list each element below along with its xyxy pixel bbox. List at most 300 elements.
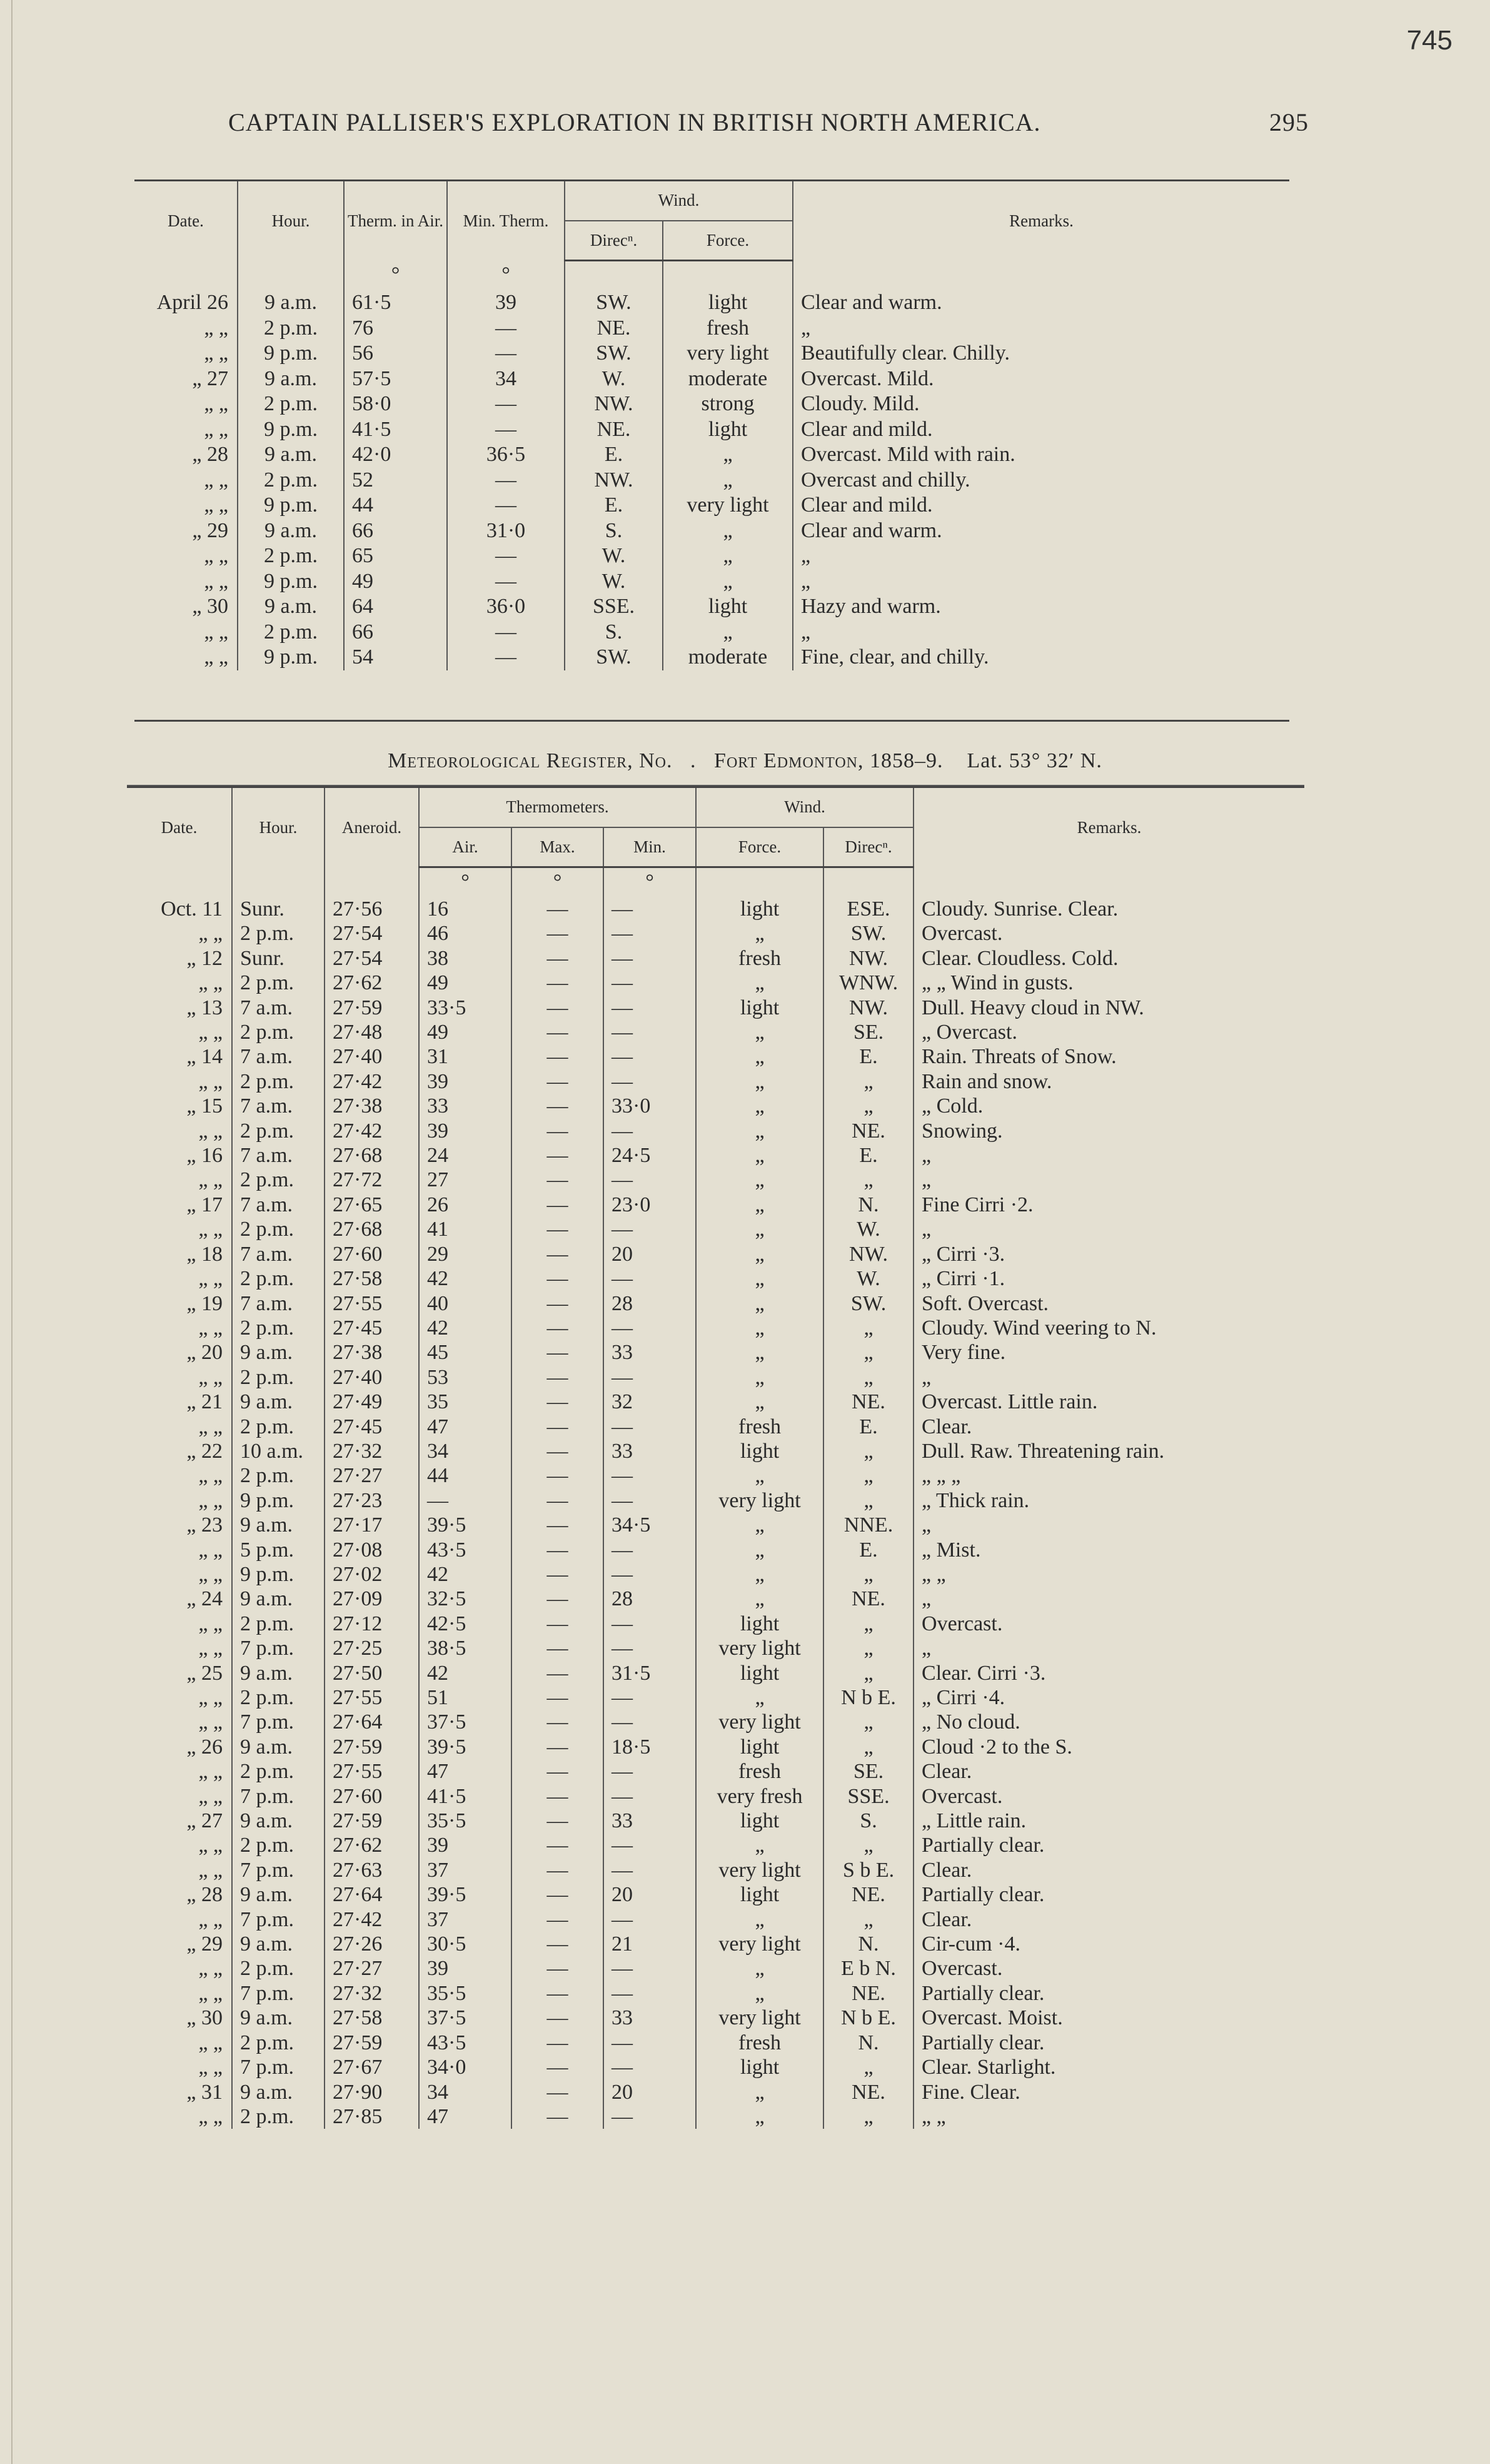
cell-max: — <box>511 996 603 1020</box>
header-remarks: Remarks. <box>914 787 1304 867</box>
cell-wind-direction: NE. <box>565 316 663 341</box>
cell-date: „ „ <box>134 316 238 341</box>
cell-hour: 9 a.m. <box>232 1513 325 1537</box>
table-row <box>127 1094 1304 1118</box>
cell-remarks: Overcast. Little rain. <box>922 1390 1098 1414</box>
cell-wind-direction: E. <box>823 1538 914 1562</box>
cell-wind-force: „ <box>696 1513 823 1537</box>
cell-wind-force: „ <box>696 971 823 995</box>
cell-air: 35·5 <box>419 1981 511 2006</box>
cell-wind-force: fresh <box>696 2031 823 2055</box>
cell-remarks: Overcast. <box>922 922 1003 946</box>
cell-max: — <box>511 921 603 946</box>
cell-wind-force: „ <box>663 620 793 645</box>
cell-aneroid: 27·64 <box>325 1710 419 1734</box>
cell-air: 43·5 <box>419 1538 511 1562</box>
cell-max: — <box>511 897 603 921</box>
table-row <box>134 366 1289 392</box>
cell-wind-direction: „ <box>823 1316 914 1340</box>
cell-wind-force: „ <box>696 1291 823 1316</box>
cell-date: „ „ <box>127 1316 232 1340</box>
cell-date: „ „ <box>127 1365 232 1390</box>
cell-remarks: Snowing. <box>922 1119 1003 1143</box>
cell-air: 37·5 <box>419 2006 511 2030</box>
cell-wind-direction: „ <box>823 1833 914 1857</box>
cell-max: — <box>511 1119 603 1143</box>
cell-max: — <box>511 1538 603 1562</box>
cell-wind-force: „ <box>696 1094 823 1118</box>
cell-wind-force: „ <box>696 1390 823 1414</box>
cell-remarks: „ <box>922 1168 932 1192</box>
cell-air: 53 <box>419 1365 511 1390</box>
cell-remarks: Clear. Starlight. <box>922 2056 1056 2079</box>
table-row <box>127 2055 1304 2079</box>
table-row <box>127 1661 1304 1685</box>
cell-min: — <box>603 996 696 1020</box>
table-row <box>127 1784 1304 1809</box>
cell-max: — <box>511 2006 603 2030</box>
cell-max: — <box>511 1759 603 1784</box>
cell-wind-force: light <box>663 290 793 316</box>
cell-wind-force: very light <box>696 1636 823 1660</box>
table-row <box>127 1612 1304 1636</box>
cell-min: — <box>603 946 696 971</box>
cell-min: — <box>603 1119 696 1143</box>
cell-date: „ „ <box>134 620 238 645</box>
cell-max: — <box>511 1488 603 1513</box>
cell-aneroid: 27·40 <box>325 1044 419 1069</box>
weather-table-october <box>127 786 1304 2129</box>
cell-wind-direction: „ <box>823 1439 914 1463</box>
header-wind: Wind. <box>565 181 793 221</box>
cell-wind-force: light <box>663 594 793 620</box>
cell-min: 24·5 <box>603 1143 696 1168</box>
cell-air: 33·5 <box>419 996 511 1020</box>
cell-date: „ 26 <box>127 1735 232 1759</box>
cell-aneroid: 27·60 <box>325 1784 419 1809</box>
cell-wind-force: very light <box>696 1932 823 1956</box>
degree-mark: ° <box>419 867 511 897</box>
degree-mark: ° <box>603 867 696 897</box>
cell-wind-direction: N b E. <box>823 1685 914 1710</box>
cell-air: 51 <box>419 1685 511 1710</box>
cell-hour: 2 p.m. <box>232 2104 325 2129</box>
cell-aneroid: 27·45 <box>325 1316 419 1340</box>
cell-air: 49 <box>419 971 511 995</box>
cell-aneroid: 27·45 <box>325 1415 419 1439</box>
header-wind: Wind. <box>696 787 914 827</box>
cell-hour: 2 p.m. <box>232 1069 325 1094</box>
cell-air: 47 <box>419 2104 511 2129</box>
cell-remarks: Clear. <box>922 1415 972 1438</box>
cell-therm-air: 49 <box>344 569 447 595</box>
cell-max: — <box>511 1193 603 1217</box>
cell-min: — <box>603 1981 696 2006</box>
cell-hour: 7 a.m. <box>232 996 325 1020</box>
cell-remarks: Fine Cirri ·2. <box>922 1193 1034 1216</box>
cell-date: „ „ <box>134 493 238 518</box>
cell-wind-force: „ <box>696 1562 823 1587</box>
cell-wind-direction: E b N. <box>823 1956 914 1981</box>
cell-wind-direction: W. <box>823 1266 914 1291</box>
cell-min: 23·0 <box>603 1193 696 1217</box>
cell-date: „ 29 <box>127 1932 232 1956</box>
cell-wind-force: „ <box>696 1119 823 1143</box>
cell-hour: 9 a.m. <box>232 1340 325 1365</box>
table-row <box>127 1340 1304 1365</box>
degree-row <box>134 261 1289 291</box>
cell-wind-direction: NE. <box>823 1119 914 1143</box>
table-row <box>127 1488 1304 1513</box>
cell-max: — <box>511 1439 603 1463</box>
cell-hour: 2 p.m. <box>232 1759 325 1784</box>
cell-hour: 2 p.m. <box>232 1217 325 1241</box>
cell-hour: 9 p.m. <box>238 569 344 595</box>
cell-remarks: Fine, clear, and chilly. <box>801 645 989 669</box>
cell-max: — <box>511 1044 603 1069</box>
table-row <box>127 1932 1304 1956</box>
cell-date: „ „ <box>127 1907 232 1932</box>
cell-wind-force: light <box>696 897 823 921</box>
cell-date: „ 24 <box>127 1587 232 1611</box>
cell-min: — <box>603 1316 696 1340</box>
cell-hour: 2 p.m. <box>232 971 325 995</box>
cell-remarks: Fine. Clear. <box>922 2080 1020 2104</box>
cell-min: — <box>603 1415 696 1439</box>
cell-air: 16 <box>419 897 511 921</box>
table-row <box>134 417 1289 443</box>
cell-min: — <box>603 1956 696 1981</box>
cell-hour: 2 p.m. <box>238 543 344 569</box>
header-date: Date. <box>134 181 238 261</box>
cell-wind-force: „ <box>696 1266 823 1291</box>
table-row <box>134 468 1289 493</box>
cell-max: — <box>511 1562 603 1587</box>
cell-wind-direction: SW. <box>823 1291 914 1316</box>
cell-date: „ „ <box>127 1685 232 1710</box>
table-row <box>134 543 1289 569</box>
cell-hour: 7 a.m. <box>232 1291 325 1316</box>
scan-page-number: 745 <box>1406 25 1452 56</box>
cell-max: — <box>511 1735 603 1759</box>
cell-min: — <box>603 1217 696 1241</box>
cell-hour: 7 p.m. <box>232 1981 325 2006</box>
cell-wind-direction: SE. <box>823 1020 914 1044</box>
cell-aneroid: 27·27 <box>325 1956 419 1981</box>
table-row <box>127 2006 1304 2030</box>
cell-max: — <box>511 1907 603 1932</box>
cell-aneroid: 27·65 <box>325 1193 419 1217</box>
cell-air: 42 <box>419 1562 511 1587</box>
cell-wind-direction: NNE. <box>823 1513 914 1537</box>
cell-hour: 2 p.m. <box>232 1365 325 1390</box>
table-row <box>127 2031 1304 2055</box>
cell-max: — <box>511 1784 603 1809</box>
cell-wind-force: „ <box>696 1217 823 1241</box>
cell-hour: 9 p.m. <box>238 417 344 443</box>
cell-date: „ „ <box>127 1636 232 1660</box>
cell-min-therm: — <box>447 341 565 366</box>
cell-wind-force: „ <box>696 1956 823 1981</box>
cell-max: — <box>511 1710 603 1734</box>
cell-hour: 2 p.m. <box>232 1956 325 1981</box>
cell-remarks: „ <box>922 1144 932 1168</box>
cell-min-therm: 36·5 <box>447 442 565 468</box>
cell-hour: 7 a.m. <box>232 1044 325 1069</box>
cell-remarks: Clear and warm. <box>801 518 942 542</box>
cell-remarks: Partially clear. <box>922 1981 1045 2005</box>
cell-max: — <box>511 1636 603 1660</box>
cell-wind-direction: „ <box>823 2104 914 2129</box>
cell-hour: 9 a.m. <box>238 518 344 544</box>
cell-min: 20 <box>603 2080 696 2104</box>
cell-wind-direction: N. <box>823 2031 914 2055</box>
cell-hour: 7 p.m. <box>232 1636 325 1660</box>
cell-min: 31·5 <box>603 1661 696 1685</box>
cell-min-therm: — <box>447 569 565 595</box>
cell-air: 30·5 <box>419 1932 511 1956</box>
cell-air: 38·5 <box>419 1636 511 1660</box>
cell-therm-air: 76 <box>344 316 447 341</box>
cell-remarks: Clear and mild. <box>801 493 933 517</box>
cell-remarks: „ „ „ <box>922 1464 961 1488</box>
table-row <box>127 1069 1304 1094</box>
cell-remarks: Rain. Threats of Snow. <box>922 1045 1117 1069</box>
cell-air: 31 <box>419 1044 511 1069</box>
cell-max: — <box>511 1858 603 1882</box>
cell-wind-direction: W. <box>565 543 663 569</box>
cell-min: 28 <box>603 1291 696 1316</box>
cell-air: 42·5 <box>419 1612 511 1636</box>
weather-table-april-body <box>134 261 1289 670</box>
cell-max: — <box>511 1316 603 1340</box>
cell-hour: 2 p.m. <box>232 1612 325 1636</box>
cell-wind-direction: SW. <box>823 921 914 946</box>
cell-wind-direction: S. <box>565 518 663 544</box>
cell-aneroid: 27·67 <box>325 2055 419 2079</box>
cell-air: 37·5 <box>419 1710 511 1734</box>
cell-aneroid: 27·56 <box>325 897 419 921</box>
cell-hour: 9 p.m. <box>232 1562 325 1587</box>
cell-wind-direction: SSE. <box>823 1784 914 1809</box>
cell-aneroid: 27·38 <box>325 1094 419 1118</box>
cell-aneroid: 27·08 <box>325 1538 419 1562</box>
table-row <box>127 921 1304 946</box>
cell-wind-force: „ <box>696 1242 823 1266</box>
cell-air: 42 <box>419 1661 511 1685</box>
cell-max: — <box>511 1463 603 1488</box>
cell-air: 45 <box>419 1340 511 1365</box>
cell-wind-force: „ <box>663 543 793 569</box>
cell-hour: 7 a.m. <box>232 1193 325 1217</box>
cell-wind-direction: „ <box>823 1094 914 1118</box>
cell-wind-direction: NE. <box>823 2080 914 2104</box>
cell-air: 29 <box>419 1242 511 1266</box>
header-direction: Direcⁿ. <box>823 827 914 867</box>
cell-remarks: „ <box>801 316 811 340</box>
cell-aneroid: 27·55 <box>325 1291 419 1316</box>
header-force: Force. <box>696 827 823 867</box>
cell-remarks: Overcast. Moist. <box>922 2006 1063 2030</box>
cell-date: „ 28 <box>134 442 238 468</box>
cell-date: „ 27 <box>134 366 238 392</box>
cell-max: — <box>511 1266 603 1291</box>
cell-min: 33 <box>603 1340 696 1365</box>
cell-air: — <box>419 1488 511 1513</box>
cell-wind-force: „ <box>696 2104 823 2129</box>
cell-wind-force: light <box>696 1661 823 1685</box>
table-row <box>127 1439 1304 1463</box>
cell-aneroid: 27·26 <box>325 1932 419 1956</box>
cell-wind-force: light <box>696 1809 823 1833</box>
cell-remarks: Partially clear. <box>922 2031 1045 2054</box>
table-bottom-rule <box>134 720 1289 722</box>
header-aneroid: Aneroid. <box>325 787 419 867</box>
cell-therm-air: 58·0 <box>344 391 447 417</box>
running-title: CAPTAIN PALLISER'S EXPLORATION IN BRITISH NORTH AMERICA. <box>228 108 1041 136</box>
cell-wind-force: „ <box>696 1020 823 1044</box>
cell-wind-direction: NE. <box>565 417 663 443</box>
table-row <box>127 2080 1304 2104</box>
cell-min: — <box>603 1612 696 1636</box>
cell-wind-force: light <box>696 1439 823 1463</box>
cell-hour: 2 p.m. <box>232 1266 325 1291</box>
cell-date: „ 21 <box>127 1390 232 1414</box>
cell-wind-direction: N. <box>823 1193 914 1217</box>
cell-date: „ 16 <box>127 1143 232 1168</box>
table-row <box>127 1562 1304 1587</box>
cell-max: — <box>511 1242 603 1266</box>
cell-aneroid: 27·64 <box>325 1882 419 1907</box>
cell-remarks: „ Cold. <box>922 1094 984 1118</box>
cell-min: — <box>603 2055 696 2079</box>
table-row <box>127 1168 1304 1192</box>
table-row <box>127 1415 1304 1439</box>
cell-wind-direction: E. <box>823 1044 914 1069</box>
cell-aneroid: 27·55 <box>325 1759 419 1784</box>
cell-min-therm: 34 <box>447 366 565 392</box>
cell-wind-direction: NE. <box>823 1587 914 1611</box>
cell-wind-direction: „ <box>823 1710 914 1734</box>
cell-min: — <box>603 1636 696 1660</box>
cell-air: 37 <box>419 1907 511 1932</box>
cell-aneroid: 27·59 <box>325 1735 419 1759</box>
table-row <box>127 1044 1304 1069</box>
cell-hour: 9 a.m. <box>232 1882 325 1907</box>
cell-max: — <box>511 1833 603 1857</box>
cell-max: — <box>511 2031 603 2055</box>
cell-wind-force: fresh <box>696 946 823 971</box>
table-row <box>134 391 1289 417</box>
cell-wind-direction: NW. <box>565 391 663 417</box>
header-thermometers: Thermometers. <box>419 787 696 827</box>
cell-min-therm: — <box>447 645 565 670</box>
cell-min-therm: — <box>447 493 565 518</box>
cell-aneroid: 27·42 <box>325 1907 419 1932</box>
cell-air: 33 <box>419 1094 511 1118</box>
cell-aneroid: 27·54 <box>325 946 419 971</box>
degree-row <box>127 867 1304 897</box>
cell-date: „ 31 <box>127 2080 232 2104</box>
cell-wind-direction: „ <box>823 1069 914 1094</box>
cell-wind-direction: „ <box>823 1488 914 1513</box>
cell-wind-force: „ <box>663 518 793 544</box>
cell-aneroid: 27·42 <box>325 1119 419 1143</box>
cell-wind-direction: WNW. <box>823 971 914 995</box>
cell-wind-force: „ <box>696 1143 823 1168</box>
cell-max: — <box>511 1587 603 1611</box>
cell-air: 39·5 <box>419 1882 511 1907</box>
cell-remarks: „ „ Wind in gusts. <box>922 971 1074 995</box>
cell-therm-air: 64 <box>344 594 447 620</box>
cell-aneroid: 27·12 <box>325 1612 419 1636</box>
cell-min: — <box>603 2031 696 2055</box>
cell-hour: 2 p.m. <box>232 1020 325 1044</box>
cell-wind-force: „ <box>696 1340 823 1365</box>
table-row <box>127 1242 1304 1266</box>
degree-mark: ° <box>447 261 565 291</box>
cell-wind-force: „ <box>696 1193 823 1217</box>
cell-wind-force: light <box>696 2055 823 2079</box>
cell-hour: 2 p.m. <box>232 921 325 946</box>
cell-date: „ 14 <box>127 1044 232 1069</box>
cell-wind-force: „ <box>696 1587 823 1611</box>
table-row <box>134 518 1289 544</box>
cell-hour: Sunr. <box>232 897 325 921</box>
cell-air: 39·5 <box>419 1513 511 1537</box>
cell-wind-force: „ <box>696 1538 823 1562</box>
cell-date: „ „ <box>127 1463 232 1488</box>
table-row <box>127 1266 1304 1291</box>
cell-wind-force: very light <box>663 341 793 366</box>
cell-remarks: Cloudy. Wind veering to N. <box>922 1316 1157 1340</box>
cell-remarks: Partially clear. <box>922 1834 1045 1857</box>
table-row <box>127 1636 1304 1660</box>
cell-max: — <box>511 2104 603 2129</box>
cell-therm-air: 56 <box>344 341 447 366</box>
cell-date: „ 29 <box>134 518 238 544</box>
cell-date: „ „ <box>134 417 238 443</box>
cell-hour: 7 p.m. <box>232 2055 325 2079</box>
table-row <box>127 1463 1304 1488</box>
cell-wind-force: strong <box>663 391 793 417</box>
cell-wind-force: „ <box>696 1685 823 1710</box>
cell-remarks: Hazy and warm. <box>801 595 941 618</box>
cell-min: — <box>603 1710 696 1734</box>
cell-hour: 2 p.m. <box>232 1685 325 1710</box>
cell-hour: 7 p.m. <box>232 1784 325 1809</box>
cell-aneroid: 27·58 <box>325 1266 419 1291</box>
cell-max: — <box>511 1291 603 1316</box>
cell-wind-force: light <box>696 1735 823 1759</box>
table-row <box>127 1858 1304 1882</box>
cell-remarks: „ No cloud. <box>922 1710 1020 1734</box>
cell-date: „ „ <box>134 341 238 366</box>
cell-hour: 2 p.m. <box>238 316 344 341</box>
cell-wind-direction: W. <box>823 1217 914 1241</box>
cell-air: 37 <box>419 1858 511 1882</box>
cell-aneroid: 27·63 <box>325 1858 419 1882</box>
cell-aneroid: 27·59 <box>325 1809 419 1833</box>
cell-wind-force: fresh <box>663 316 793 341</box>
cell-aneroid: 27·50 <box>325 1661 419 1685</box>
cell-min-therm: — <box>447 543 565 569</box>
cell-remarks: „ Mist. <box>922 1538 981 1562</box>
cell-hour: 7 a.m. <box>232 1094 325 1118</box>
cell-wind-force: light <box>696 1882 823 1907</box>
cell-date: „ „ <box>127 2055 232 2079</box>
cell-hour: 7 p.m. <box>232 1907 325 1932</box>
